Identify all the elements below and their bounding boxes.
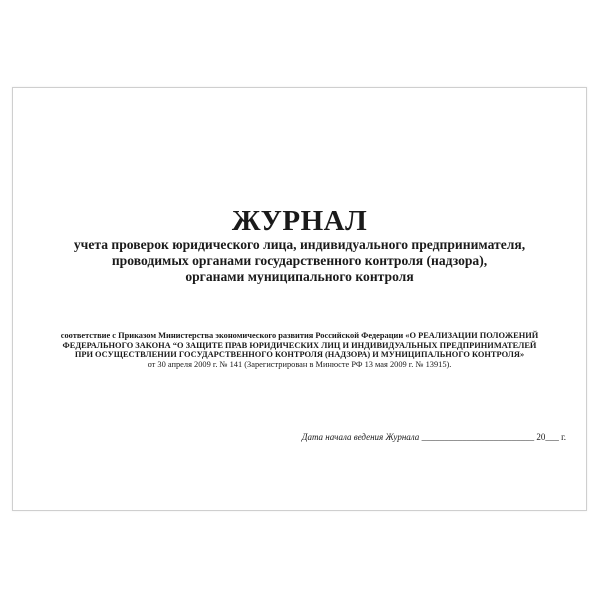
subtitle-line: органами муниципального контроля [185, 269, 414, 284]
journal-cover-sheet [12, 87, 587, 511]
journal-subtitle [33, 237, 566, 285]
date-blank: _________________________ [421, 432, 535, 442]
legal-basis-line: соответствие с Приказом Министерства экономического развития Российской Федерации «О РЕАЛИЗАЦИИ ПОЛОЖЕНИЙ [60, 331, 539, 340]
legal-basis-text [33, 331, 566, 369]
year-prefix: 20___ [536, 432, 559, 442]
legal-basis-line: ФЕДЕРАЛЬНОГО ЗАКОНА “О ЗАЩИТЕ ПРАВ ЮРИДИЧЕСКИХ ЛИЦ И ИНДИВИДУАЛЬНЫХ ПРЕДПРИНИМАТЕЛЕЙ [62, 340, 537, 350]
subtitle-line: проводимых органами государственного контроля (надзора), [111, 253, 488, 268]
year-suffix: г. [561, 432, 566, 442]
subtitle-line: учета проверок юридического лица, индивидуального предпринимателя, [73, 237, 526, 252]
journal-title: ЖУРНАЛ [231, 205, 368, 237]
legal-basis-line: от 30 апреля 2009 г. № 141 (Зарегистрирован в Минюсте РФ 13 мая 2009 г. № 13915). [147, 359, 452, 369]
legal-basis-line: ПРИ ОСУЩЕСТВЛЕНИИ ГОСУДАРСТВЕННОГО КОНТРОЛЯ (НАДЗОРА) И МУНИЦИПАЛЬНОГО КОНТРОЛЯ» [74, 350, 525, 360]
journal-start-date-line [13, 432, 586, 442]
date-label: Дата начала ведения Журнала [301, 432, 420, 442]
